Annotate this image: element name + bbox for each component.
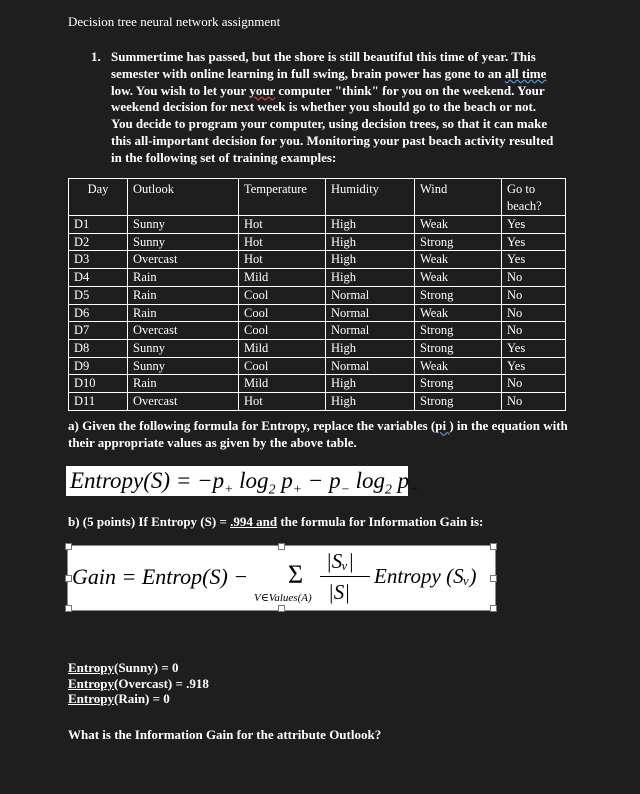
table-cell: Sunny [128, 339, 239, 357]
table-cell: No [502, 393, 566, 411]
table-cell: Normal [326, 286, 415, 304]
header-wind: Wind [415, 179, 502, 216]
table-cell: High [326, 269, 415, 287]
entropy-value-underlined: .994 and [230, 514, 278, 529]
gain-rhs: Entropy (Sᵥ) [374, 564, 477, 588]
table-row [69, 339, 566, 357]
question-line-2: semester with online learning in full swing, brain power has gone to an all time [111, 65, 547, 81]
table-cell: Mild [239, 375, 326, 393]
table-cell: No [502, 322, 566, 340]
table-cell: D6 [69, 304, 128, 322]
table-cell: Yes [502, 216, 566, 234]
table-cell: Sunny [128, 216, 239, 234]
table-cell: Hot [239, 233, 326, 251]
resize-handle-ml[interactable] [65, 575, 72, 582]
question-line-3: low. You wish to let your your computer "think" for you on the weekend. Your [111, 82, 545, 98]
question-line-7: in the following set of training examples: [111, 149, 337, 165]
resize-handle-tr[interactable] [490, 543, 497, 550]
table-cell: D9 [69, 357, 128, 375]
gain-formula-box[interactable] [67, 545, 496, 611]
header-outlook: Outlook [128, 179, 239, 216]
table-cell: Mild [239, 269, 326, 287]
table-cell: Strong [415, 339, 502, 357]
table-cell: Normal [326, 322, 415, 340]
table-cell: Strong [415, 286, 502, 304]
table-cell: D7 [69, 322, 128, 340]
table-cell: Hot [239, 216, 326, 234]
question-number: 1. [91, 49, 101, 64]
final-question: What is the Information Gain for the attribute Outlook? [68, 727, 382, 742]
table-cell: D8 [69, 339, 128, 357]
question-line-6: this all-important decision for you. Monitoring your past beach activity resulted [111, 132, 554, 148]
table-cell: Hot [239, 251, 326, 269]
table-cell: Rain [128, 375, 239, 393]
all-time-underlined: all time [504, 65, 547, 81]
header-temperature: Temperature [239, 179, 326, 216]
table-row [69, 393, 566, 411]
entropy-sunny: Entropy(Sunny) = 0 [68, 660, 179, 675]
part-a-text: a) Given the following formula for Entropy, replace the variables (pi ) in the equation with their appropriate values as given by the above table. [68, 418, 568, 450]
table-cell: Strong [415, 375, 502, 393]
header-day: Day [69, 179, 128, 216]
table-cell: High [326, 251, 415, 269]
question-text [111, 49, 581, 167]
resize-handle-br[interactable] [490, 605, 497, 612]
table-cell: High [326, 375, 415, 393]
table-cell: D5 [69, 286, 128, 304]
table-row [69, 251, 566, 269]
pi-variable: pi [435, 418, 450, 433]
sum-subscript: V∈Values(A) [254, 592, 312, 604]
table-cell: Sunny [128, 357, 239, 375]
header-humidity: Humidity [326, 179, 415, 216]
table-cell: Strong [415, 393, 502, 411]
fraction-numerator: |Sᵥ| [326, 549, 354, 573]
table-header-row [69, 179, 566, 216]
table-body [69, 216, 566, 411]
your-spellcheck: your [249, 82, 276, 98]
table-cell: Weak [415, 304, 502, 322]
table-cell: Rain [128, 269, 239, 287]
table-row [69, 375, 566, 393]
table-cell: Weak [415, 251, 502, 269]
part-b-text: b) (5 points) If Entropy (S) = .994 and the formula for Information Gain is: [68, 514, 484, 529]
table-cell: Cool [239, 357, 326, 375]
table-cell: Overcast [128, 393, 239, 411]
table-cell: No [502, 304, 566, 322]
table-cell: Normal [326, 304, 415, 322]
table-row [69, 233, 566, 251]
table-cell: D10 [69, 375, 128, 393]
table-cell: Hot [239, 393, 326, 411]
document-title: Decision tree neural network assignment [68, 14, 281, 29]
table-cell: Rain [128, 304, 239, 322]
table-row [69, 304, 566, 322]
table-cell: Strong [415, 322, 502, 340]
table-cell: Mild [239, 339, 326, 357]
table-cell: Weak [415, 357, 502, 375]
table-cell: Sunny [128, 233, 239, 251]
table-cell: Overcast [128, 251, 239, 269]
table-row [69, 286, 566, 304]
table-cell: D3 [69, 251, 128, 269]
table-cell: Cool [239, 304, 326, 322]
table-cell: Cool [239, 286, 326, 304]
table-cell: Rain [128, 286, 239, 304]
fraction-bar [320, 576, 370, 577]
fraction-denominator: |S| [328, 580, 351, 604]
table-cell: D11 [69, 393, 128, 411]
table-cell: Weak [415, 269, 502, 287]
resize-handle-mr[interactable] [490, 575, 497, 582]
table-cell: High [326, 393, 415, 411]
table-cell: Yes [502, 339, 566, 357]
table-cell: High [326, 216, 415, 234]
table-cell: High [326, 233, 415, 251]
table-cell: Yes [502, 233, 566, 251]
table-cell: High [326, 339, 415, 357]
table-cell: Weak [415, 216, 502, 234]
entropy-values [68, 660, 209, 707]
table-cell: No [502, 286, 566, 304]
table-cell: No [502, 375, 566, 393]
table-cell: Yes [502, 251, 566, 269]
table-row [69, 357, 566, 375]
resize-handle-bm[interactable] [278, 605, 285, 612]
table-cell: D4 [69, 269, 128, 287]
table-cell: No [502, 269, 566, 287]
table-cell: Normal [326, 357, 415, 375]
table-cell: D2 [69, 233, 128, 251]
question-line-5: You decide to program your computer, using decision trees, so that it can make [111, 116, 548, 132]
table-row [69, 269, 566, 287]
question-line-4: weekend decision for next week is whether you should go to the beach or not. [111, 99, 537, 115]
entropy-formula: Entropy(S) = $-p_+$ $\log_2 p_+ - p_-$ $\log_2 p_-$ [66, 466, 408, 496]
entropy-rain: Entropy(Rain) = 0 [68, 691, 170, 706]
table-cell: Yes [502, 357, 566, 375]
gain-lhs: Gain = Entrop(S) − [72, 564, 249, 589]
resize-handle-tm[interactable] [278, 543, 285, 550]
table-cell: Cool [239, 322, 326, 340]
table-row [69, 322, 566, 340]
header-go-to-beach: Go to beach? [502, 179, 566, 216]
entropy-overcast: Entropy(Overcast) = .918 [68, 675, 209, 691]
table-cell: Overcast [128, 322, 239, 340]
resize-handle-bl[interactable] [65, 605, 72, 612]
training-table [68, 178, 566, 411]
table-cell: Strong [415, 233, 502, 251]
sigma-symbol: Σ [288, 560, 304, 589]
question-line-1: Summertime has passed, but the shore is still beautiful this time of year. This [111, 49, 536, 64]
table-row [69, 216, 566, 234]
resize-handle-tl[interactable] [65, 543, 72, 550]
table-cell: D1 [69, 216, 128, 234]
